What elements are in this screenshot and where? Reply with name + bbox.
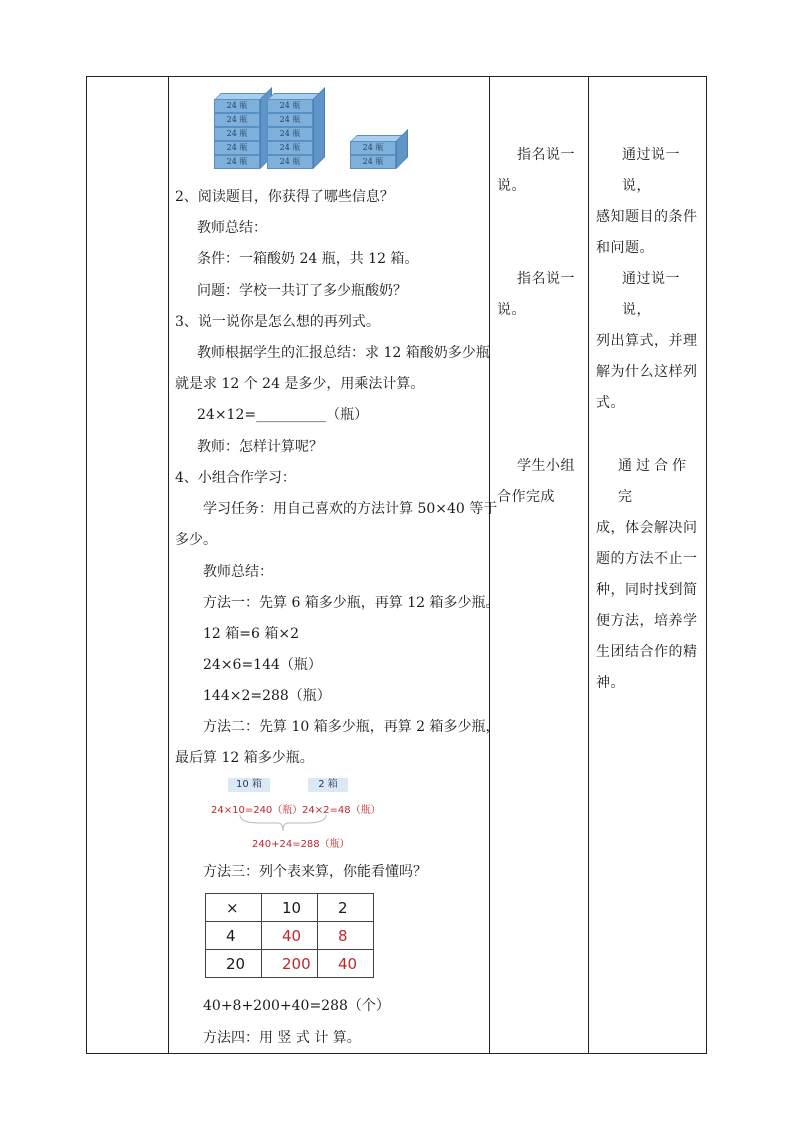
teacher-summary-label: 教师总结： xyxy=(197,220,267,236)
task-line-2: 多少。 xyxy=(175,532,217,548)
activity-1-line-1: 指名说一 xyxy=(517,147,575,163)
crate: 24 瓶 xyxy=(214,127,260,141)
intent-3-line-3: 题的方法不止一 xyxy=(596,551,698,567)
design-intent-2 xyxy=(596,264,703,419)
grid-cell: 2 xyxy=(318,894,374,922)
method-3-sum: 40+8+200+40=288（个） xyxy=(203,998,390,1014)
intent-2-line-3: 解为什么这样列 xyxy=(596,364,698,380)
crate: 24 瓶 xyxy=(267,99,313,113)
student-activity-3 xyxy=(497,451,585,513)
activity-1-line-2: 说。 xyxy=(497,178,526,194)
grid-cell: 10 xyxy=(262,894,318,922)
method-3-grid xyxy=(205,893,374,978)
table-top-border xyxy=(86,76,707,77)
crate: 24 瓶 xyxy=(214,141,260,155)
question-4: 4、小组合作学习： xyxy=(175,470,296,486)
tag-2-boxes: 2 箱 xyxy=(308,778,348,792)
intent-3-line-7: 神。 xyxy=(596,675,625,691)
intent-2-line-1: 通过说一说， xyxy=(622,271,680,318)
crate: 24 瓶 xyxy=(214,155,260,169)
intent-3-line-5: 便方法，培养学 xyxy=(596,613,698,629)
teacher-summary-label-2: 教师总结： xyxy=(203,564,273,580)
table-column-divider-1 xyxy=(168,76,169,1054)
activity-2-line-2: 说。 xyxy=(497,302,526,318)
crate: 24 瓶 xyxy=(267,141,313,155)
table-right-border xyxy=(706,76,707,1054)
grid-cell: 200 xyxy=(262,950,318,978)
method-2-line-2: 最后算 12 箱多少瓶。 xyxy=(175,750,314,766)
activity-2-line-1: 指名说一 xyxy=(517,271,575,287)
tag-10-boxes: 10 箱 xyxy=(228,778,270,792)
method-4: 方法四：用 竖 式 计 算。 xyxy=(203,1030,361,1046)
student-activity-2 xyxy=(497,264,585,326)
method-1-step-2: 24×6=144（瓶） xyxy=(203,657,322,673)
intent-2-line-4: 式。 xyxy=(596,395,625,411)
crate-side-face xyxy=(313,87,325,169)
crate: 24 瓶 xyxy=(267,113,313,127)
crate: 24 瓶 xyxy=(350,141,396,155)
crate: 24 瓶 xyxy=(267,155,313,169)
intent-1-line-2: 感知题目的条件 xyxy=(596,209,698,225)
intent-1-line-1: 通过说一说， xyxy=(622,147,680,194)
crate: 24 瓶 xyxy=(214,113,260,127)
calc-10-boxes: 24×10=240（瓶） xyxy=(211,805,303,816)
method-1: 方法一：先算 6 箱多少瓶，再算 12 箱多少瓶。 xyxy=(203,595,500,611)
question-2: 2、阅读题目，你获得了哪些信息？ xyxy=(175,189,394,205)
intent-2-line-2: 列出算式，并理 xyxy=(596,333,698,349)
summary-line-2: 就是求 12 个 24 是多少，用乘法计算。 xyxy=(175,376,425,392)
grid-cell: 40 xyxy=(262,922,318,950)
grid-header-row xyxy=(206,894,374,922)
intent-3-line-6: 生团结合作的精 xyxy=(596,644,698,660)
method-1-step-1: 12 箱=6 箱×2 xyxy=(203,626,299,642)
equation-blank: 24×12=__________（瓶） xyxy=(197,407,369,423)
grid-cell: 20 xyxy=(206,950,262,978)
activity-3-line-1: 学生小组 xyxy=(517,458,575,474)
crate: 24 瓶 xyxy=(267,127,313,141)
question-text: 问题：学校一共订了多少瓶酸奶？ xyxy=(197,283,407,299)
intent-1-line-3: 和问题。 xyxy=(596,240,654,256)
table-bottom-border xyxy=(86,1053,707,1054)
question-3: 3、说一说你是怎么想的再列式。 xyxy=(175,314,380,330)
design-intent-3 xyxy=(596,451,703,699)
calc-2-boxes: 24×2=48（瓶） xyxy=(302,805,381,816)
table-left-border xyxy=(86,76,87,1054)
method-2-line-1: 方法二：先算 10 箱多少瓶，再算 2 箱多少瓶， xyxy=(203,719,500,735)
grid-cell: 8 xyxy=(318,922,374,950)
task-line-1: 学习任务：用自己喜欢的方法计算 50×40 等于 xyxy=(203,501,498,517)
design-intent-1 xyxy=(596,140,703,264)
grid-row xyxy=(206,950,374,978)
crate: 24 瓶 xyxy=(350,155,396,169)
condition-text: 条件：一箱酸奶 24 瓶，共 12 箱。 xyxy=(197,251,419,267)
activity-3-line-2: 合作完成 xyxy=(497,489,555,505)
calc-total: 240+24=288（瓶） xyxy=(252,839,350,850)
teacher-question: 教师：怎样计算呢？ xyxy=(197,439,323,455)
table-column-divider-3 xyxy=(588,76,589,1054)
table-column-divider-2 xyxy=(489,76,490,1054)
intent-3-line-2: 成，体会解决问 xyxy=(596,520,698,536)
intent-3-line-4: 种，同时找到简 xyxy=(596,582,698,598)
method-1-step-3: 144×2=288（瓶） xyxy=(203,688,331,704)
grid-cell: 40 xyxy=(318,950,374,978)
student-activity-1 xyxy=(497,140,585,202)
crate: 24 瓶 xyxy=(214,99,260,113)
grid-row xyxy=(206,922,374,950)
method-3: 方法三：列个表来算，你能看懂吗？ xyxy=(203,864,427,880)
summary-line-1: 教师根据学生的汇报总结：求 12 箱酸奶多少瓶 xyxy=(197,345,490,361)
intent-3-line-1: 通过合作完 xyxy=(618,458,690,505)
combine-brace-icon xyxy=(238,813,328,833)
grid-cell: 4 xyxy=(206,922,262,950)
grid-cell: × xyxy=(206,894,262,922)
